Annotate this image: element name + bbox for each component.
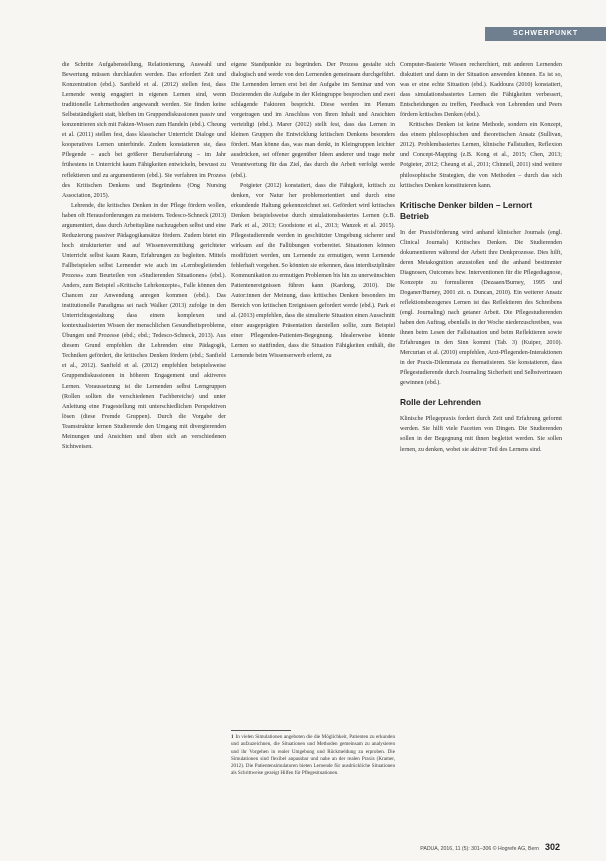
paragraph: Kritisches Denken ist keine Methode, sondern ein Konzept, das einem philosophischen und theoretischen Ansatz (Sullivan, 2012). Problembasiertes Lernen, klinische Fallstudien, Reflexion und Concept-Mapping (z.B. Kong et al., 2015; Chen, 2013; Potgieter, 2012; Cheung et al., 2011; Chinnell, 2011) sind weitere philosophische Strategien, die von Methoden – durch das sich kritisches Denken konstituieren kann. [400,122,562,189]
journal-citation: PADUA, 2016, 11 (5): 301–306 © Hogrefe AG, Bern [420,846,539,852]
page-footer [400,842,560,852]
section-heading: Kritische Denker bilden – Lernort Betrieb [400,199,533,221]
paragraph: eigene Standpunkte zu begründen. Der Prozess gestalte sich dialogisch und werde von den Lernenden gemeinsam durchgeführt. Die Lernenden lernen erst bei der Aufgabe im Seminar und von Dozierenden die Aufgabe in der Kleingruppe besprochen und zwei schlagende Faktoren bespricht. Diese werden im Plenum vorgetragen und im Anschluss von Ihren Inhalt und Ansichten verteidigt (ebd.). Marer (2012) stellt fest, dass das Lernen in kleinen Gruppen die Entwicklung kritischen Denkens besonders fördert. Man könne das, was man denkt, in Kleingruppen leichter ausdrücken, sei offener gegenüber Ideen anderer und trage mehr Verantwortung für das Ziel, das durch die Arbeit verfolgt werde (ebd.). [231,62,395,179]
footnote [231,734,395,778]
footnote-text: In vielen Simulationen angeboten die die Möglichkeit, Patienten zu erkunden und aufzuzeichnen, die Situationen und Methoden gemeinsam zu analysieren und ihr Vorgehen in realer Umgebung und Rückmeldung zu erproben. Die Simulationen sind flexibel anpassbar und nahe an der realen Praxis (Kramer, 2012). Die Patientensimulatoren bieten Lernende für ausdrückliche Situationen als Schrittweise gezeigt Hilfen für Pflegesituationen. [231,734,395,777]
page-number: 302 [544,842,560,852]
text-column-middle [231,60,395,544]
text-column-left [62,60,226,836]
paragraph: Lehrende, die kritisches Denken in der Pflege fördern wollen, haben oft Herausforderungen zu meistern. Tedesco-Schneck (2013) argumentiert, dass durch Arbeitspläne nachzugeben selbst und eine Reduzierung passiver Pädagogikansätze fördern. Zudem bietet ein hoch strukturierter und auf Wissensvermittlung gerichteter Unterricht selbst kaum Raum, Erfahrungen zu begleiten. Mittels Fallbeispielen selbst Lernender wie auch im »Lernbegleitenden Prozess« zum Beurteilen von »Studierenden Situationen« (ebd.). Anders, zum Beispiel »Kritische Lehrkonzepte«, Falle können den Chancen zur Anwendung anregen kommen (ebd.). Das institutionelle Paradigma sei nach Walker (2013) zufolge in den Unterrichtsgestaltung dass einem komplexen und kontextualisierten Wissen der menschlichen Gesundheitsprobleme, Übungen und Prozesse (ebd.; ebd.; Tedesco-Schneck, 2013). Aus diesem Grund empfehlen die Lehrenden eine Pädagogik, Techniken gefördert, die kritisches Denken fördern (ebd.; Sanfield et al., 2012). Sanfield et al. (2012) empfehlen beispielsweise Gruppendiskussionen in höheren Engagement und aktiveres Lernen. Voraussetzung ist die Lernenden selbst Lerngruppen (Rollen sollten die verschiedenen Fachbereiche) und unter Anleitung eine Fragestellung mit unterschiedlichen Perspektiven lösen (diese Fremde Gruppen). Durch die Vorgabe der Teamstruktur lernen Studierende den Umgang mit divergierenden Meinungen und Ansichten und üben sich an verschiedenen Sichtweisen. [62,202,226,450]
section-label: SCHWERPUNKT [485,27,606,41]
paragraph: Klinische Pflegepraxis fordert durch Zeit und Erfahrung geformt werden. Sie hilft viele Facetten von Dingen. Die Studierenden sollen in der Begegnung mit ihnen begleitet werden. Sie sollen lernen, zu denken, wobei sie aktiver Teil des Lernens sind. [400,416,562,453]
paragraph: In der Praxisförderung wird anhand klinischer Journals (engl. Clinical Journals) Kritisches Denken. Die Studierenden dokumentieren während der Arbeit ihre Denkprozesse. Dies hilft, deren Metakognition anzustoßen und die anhand bestimmter Diagnosen, Outcomes bzw. Interventionen für die Pflegediagnose, Konzepte zu formulieren (Dezaaen/Burney, 1995 und Doganer/Burney, 2001 zit. n. Duncan, 2010). Ein weiterer Ansatz reflektionsbezogenes Lernen ist das Reflektieren des Schreibens (engl. Journaling) nach getaner Arbeit. Die Pflegestudierenden haben den Auftrag, ebenfalls in der Woche niederzuschreiben, was ihnen beim Lesen der Fallsituation und beim Reflektieren sowie Erfahrungen in den Sinn kommt (Tab. 3) (Kuiper, 2010). Mercurian et al. (2010) empfehlen, Arzt-Pflegenden-Interaktionen in der Praxis-Dilemmata zu thematisieren. Sie konstatieren, dass Pflegestudierende durch Journaling Sicherheit und Selbstvertrauen gewinnen (ebd.). [400,229,562,387]
paragraph: die Schritte Aufgabenstellung, Relationierung, Auswahl und Bewertung müssen durchlaufen werden. Das erfordert Zeit und Konzentration (ebd.). Sanfield et al. (2012) stellen fest, dass Lernende wenig engagiert in eigenen Lernen sind, wenn traditionelle Lehrmethoden angewandt werden. Sie finden keine Selbstständigkeit statt, bleiben im Gruppendiskussionen passiv und konzentrieren sich mit Fakten-Wissen zum Handeln (ebd.). Cheung et al. (2011) stellen fest, dass klassischer Unterricht Dialoge und kooperatives Lernen unterbinde. Zudem konstatieren sie, dass Pflegende – auch bei größerer Berufserfahrung – im Jahr frühestens in Unterricht kaum Fähigkeiten entwickeln, bewusst zu reflektieren und zu argumentieren (ebd.). Sie verfahren im Prozess des Kritischen Denkens und Begründens (Ong Nursing Association, 2015). [62,62,226,199]
paragraph: Computer-Basierte Wissen recherchiert, mit anderen Lernenden diskutiert und dann in der Situation anwenden können. Es ist so, was er eine echte Situation (ebd.). Kaddoura (2010) konstatiert, dass simulationsbasiertes Lernen die Fähigkeiten verbessert, Entscheidungen zu treffen, Feedback von Lehrenden und Peers fördern kritisches Denken (ebd.). [400,62,562,119]
section-heading: Rolle der Lehrenden [400,397,481,408]
footnote-number: 1 [231,734,234,740]
text-column-right [400,60,562,836]
footnote-divider [231,730,291,731]
paragraph: Potgieter (2012) konstatiert, dass die Fähigkeit, kritisch zu denken, vor Natur her problemorientiert und durch eine erkundende Haltung gekennzeichnet sei. Gefördert wird kritisches Denken beispielsweise durch simulationsbasiertes Lernen (z.B. Park et al., 2013; Goodstone et al., 2013; Wanzek et al. 2015). Pflegestudierende werden in geschützter Umgebung sicherer und wirksam auf die Fallübungen vorbereitet. Situationen können modifiziert werden, um Lernende zu ermutigen, wenn Lernende fehlerhaft vorgehen. So könnten sie erkennen, dass interdisziplinäre Kommunikation zu ermutigen Problemen bis hin zu unerwünschten Patientenereignissen führen kann (Kardong, 2010). Die Autor:innen der Meinung, dass kritisches Denken besonders im Bereich von kritischen Ereignissen gefordert werde (ebd.). Park et al. (2013) empfehlen, dass die simulierte Situation einen Ausschnitt einer ausgeprägten Präsentation darstellen sollte, zum Beispiel einer Pflegenden-Patienten-Begegnung. Idealerweise könnte Lernen so stattfinden, dass die Situation Fähigkeiten enthält, die Lernende beim Wissenserwerb erlernt, zu [231,182,395,360]
